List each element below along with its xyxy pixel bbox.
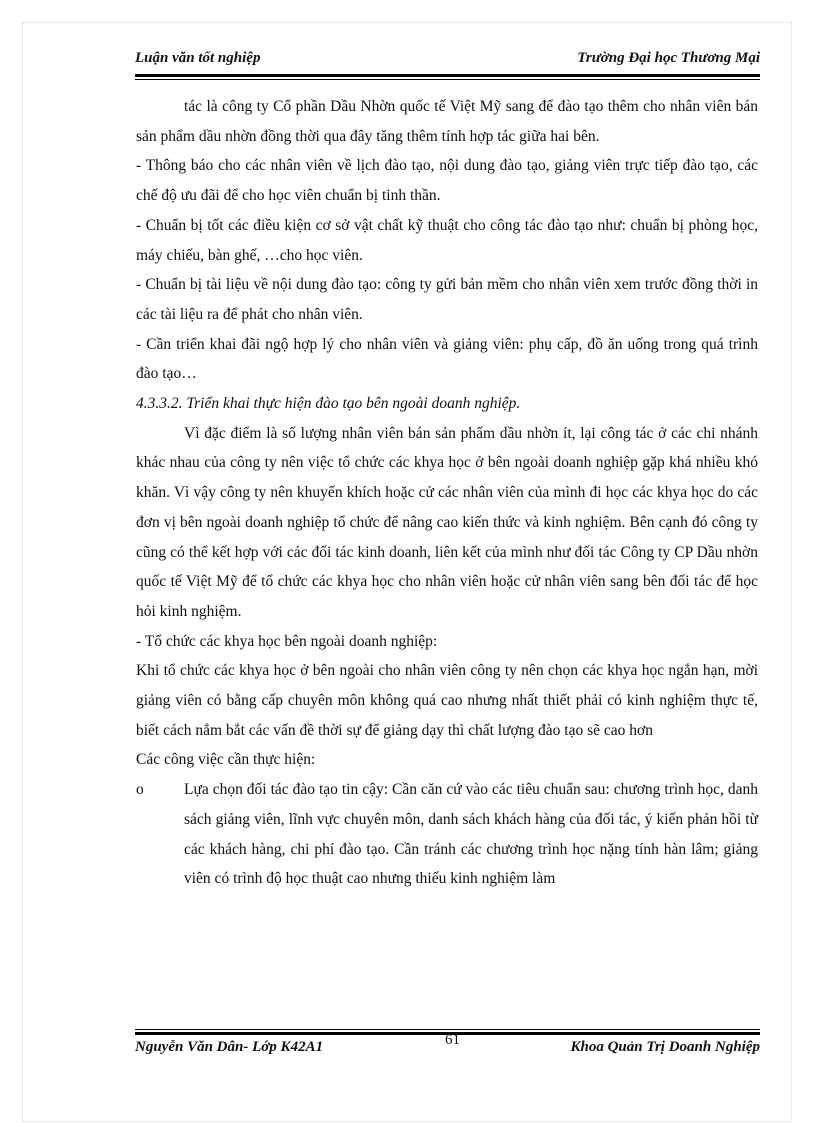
list-item — [136, 775, 758, 894]
footer-author: Nguyễn Văn Dân- Lớp K42A1 — [135, 1039, 324, 1055]
body-paragraph: Khi tổ chức các khya học ở bên ngoài cho nhân viên công ty nên chọn các khya học ngắn hạn, mời giảng viên có bằng cấp chuyên môn không quá cao nhưng nhất thiết phải có kinh nghiệm thực tế, biết cách nắm bắt các vấn đề thời sự để giảng dạy thì chất lượng đào tạo sẽ cao hơn — [136, 662, 758, 739]
body-paragraph: - Chuẩn bị tốt các điều kiện cơ sở vật chất kỹ thuật cho công tác đào tạo như: chuẩn bị phòng học, máy chiếu, bàn ghế, …cho học viên. — [136, 216, 758, 264]
page-header — [135, 48, 760, 74]
body-paragraph: tác là công ty Cổ phần Dầu Nhờn quốc tế Việt Mỹ sang để đào tạo thêm cho nhân viên bán sản phẩm dầu nhờn đồng thời qua đây tăng thêm tính hợp tác giữa hai bên. — [136, 98, 758, 145]
list-item-text: Lựa chọn đối tác đào tạo tin cậy: Cần căn cứ vào các tiêu chuẩn sau: chương trình học, danh sách giảng viên, lĩnh vực chuyên môn, danh sách khách hàng của đối tác, ý kiến phản hồi từ các khách hàng, chi phí đào tạo. Cần tránh các chương trình học nặng tính hàn lâm; giảng viên có trình độ học thuật cao nhưng thiếu kinh nghiệm làm — [184, 781, 758, 888]
section-heading: 4.3.3.2. Triển khai thực hiện đào tạo bên ngoài doanh nghiệp. — [136, 395, 521, 413]
footer-faculty: Khoa Quản Trị Doanh Nghiệp — [570, 1039, 760, 1055]
page-number: 61 — [445, 1032, 460, 1048]
document-body — [136, 92, 758, 894]
header-thesis-label: Luận văn tốt nghiệp — [135, 50, 261, 66]
header-rule-thin — [135, 79, 760, 80]
body-paragraph: - Cần triển khai đãi ngộ hợp lý cho nhân viên và giảng viên: phụ cấp, đồ ăn uống trong quá trình đào tạo… — [136, 335, 758, 383]
header-university-name: Trường Đại học Thương Mại — [577, 50, 760, 66]
body-paragraph: Vì đặc điểm là số lượng nhân viên bán sản phẩm dầu nhờn ít, lại công tác ở các chi nhánh khác nhau của công ty nên việc tổ chức các khya học ở bên ngoài doanh nghiệp gặp khá nhiều khó khăn. Vì vậy công ty nên khuyến khích hoặc cử các nhân viên của mình đi học các khya học do các đơn vị bên ngoài doanh nghiệp tổ chức để nâng cao kiến thức và kinh nghiệm. Bên cạnh đó công ty cũng có thể kết hợp với các đối tác kinh doanh, liên kết của mình như đối tác Công ty CP Dầu nhờn quốc tế Việt Mỹ để tổ chức các khya học cho nhân viên hoặc cử nhân viên sang bên đối tác để học hỏi kinh nghiệm. — [136, 424, 758, 620]
header-rule — [135, 74, 760, 77]
body-paragraph: - Chuẩn bị tài liệu về nội dung đào tạo: công ty gửi bản mềm cho nhân viên xem trước đồng thời in các tài liệu ra để phát cho nhân viên. — [136, 276, 758, 323]
body-paragraph: Các công việc cần thực hiện: — [136, 751, 316, 769]
page-footer — [135, 1032, 760, 1065]
body-paragraph: - Tổ chức các khya học bên ngoài doanh nghiệp: — [136, 632, 438, 650]
footer-rule-thin — [135, 1029, 760, 1030]
bullet-marker: o — [136, 781, 144, 799]
body-paragraph: - Thông báo cho các nhân viên về lịch đào tạo, nội dung đào tạo, giảng viên trực tiếp đào tạo, các chế độ ưu đãi để cho học viên chuẩn bị tinh thần. — [136, 157, 758, 205]
